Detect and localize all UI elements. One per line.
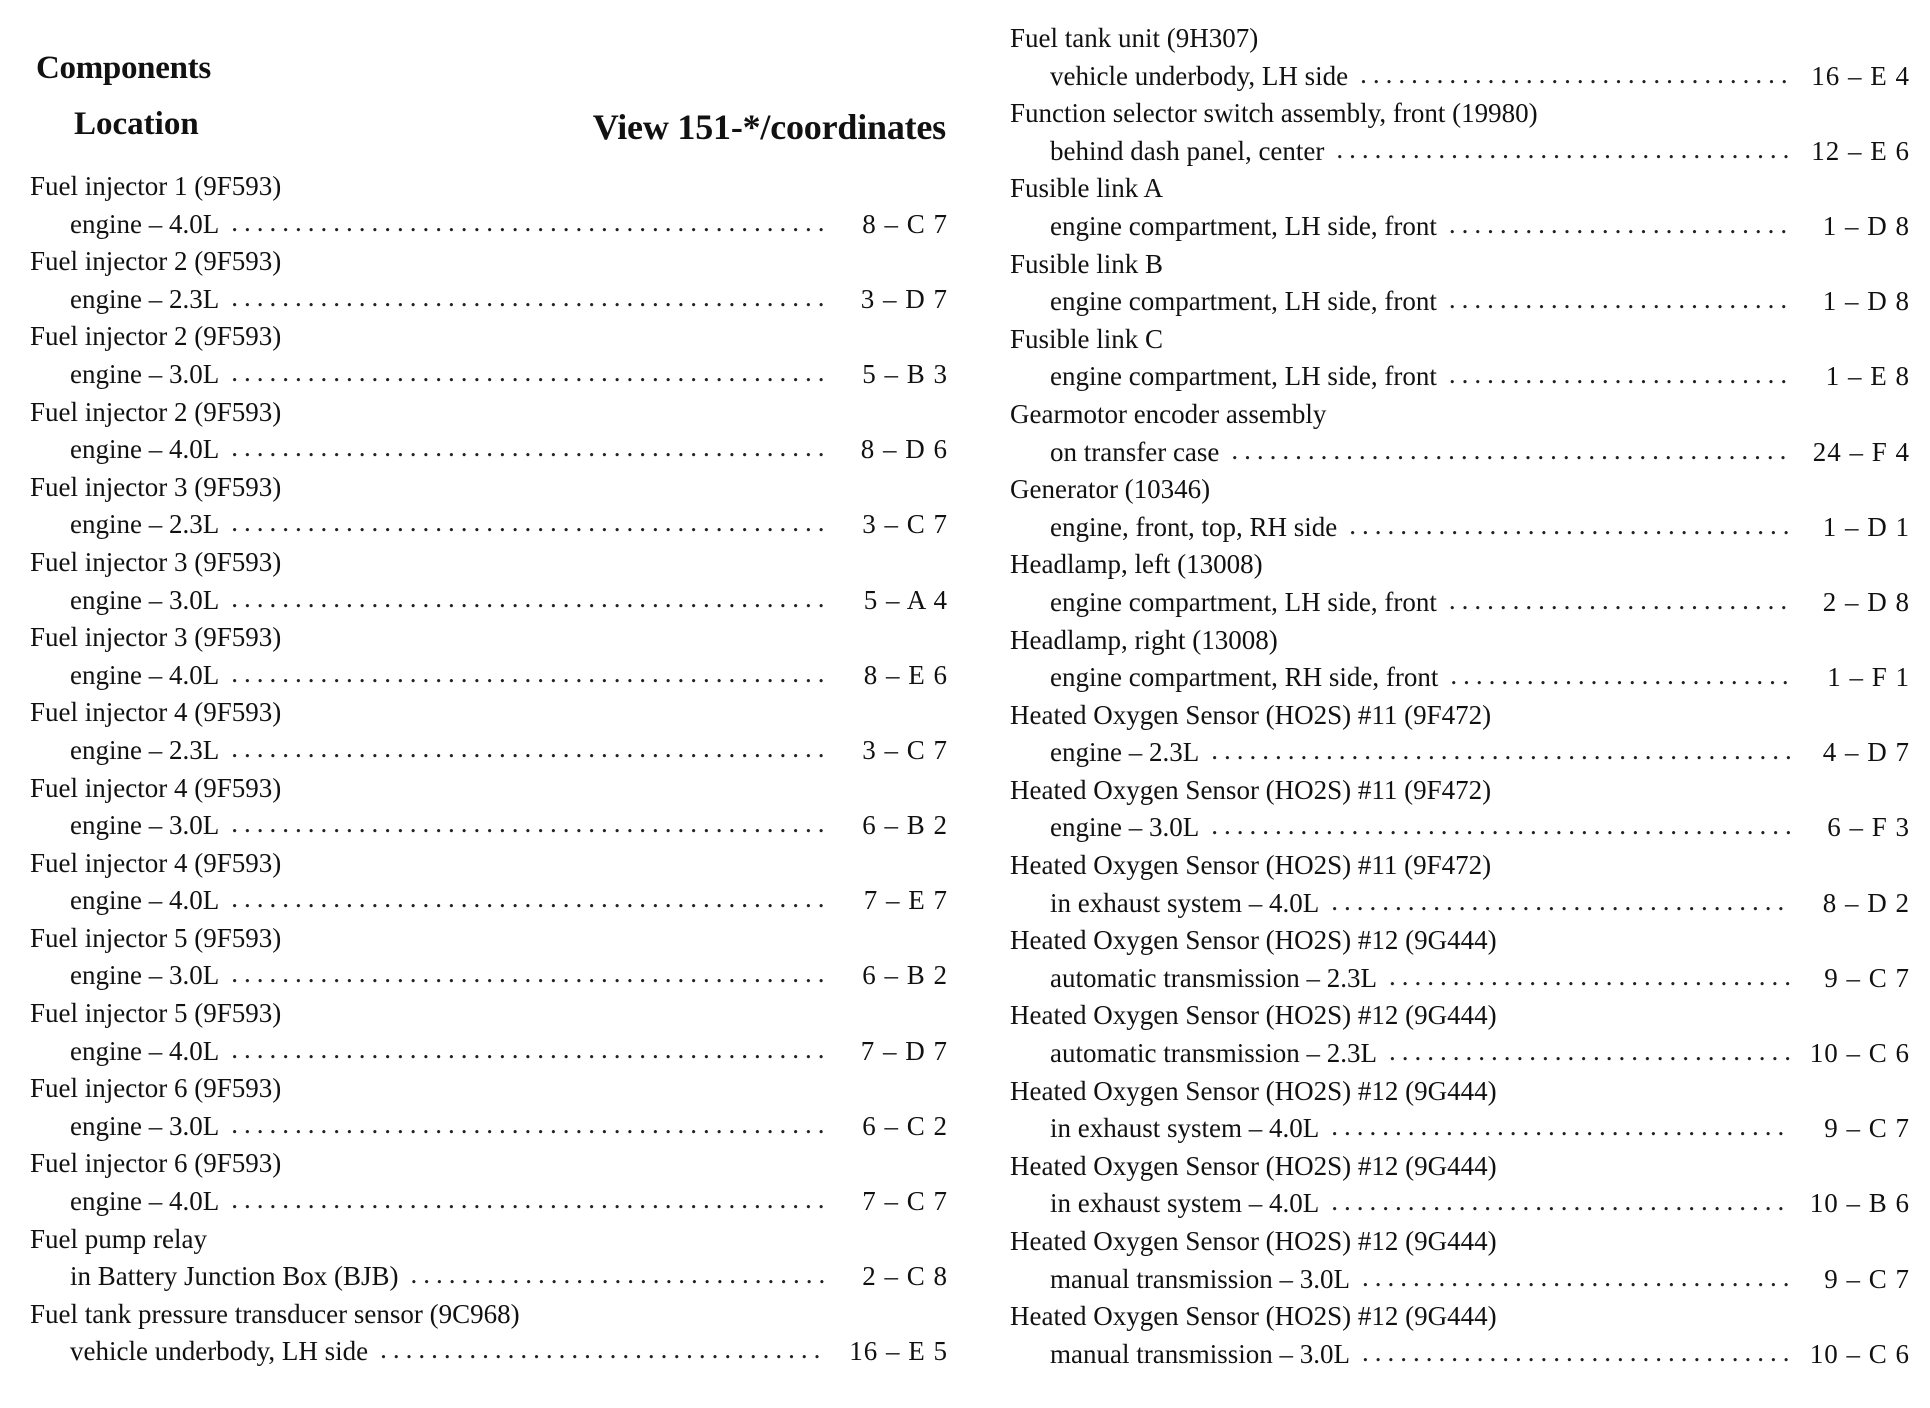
- component-location: on transfer case: [1050, 436, 1220, 467]
- component-name: Heated Oxygen Sensor (HO2S) #12 (9G444): [1010, 1075, 1497, 1106]
- dot-leader: [231, 1031, 828, 1069]
- view-coordinate: 1 – D 1: [1822, 511, 1910, 542]
- dot-leader: [1449, 582, 1790, 620]
- component-location-line: [30, 281, 948, 319]
- component-location: engine compartment, LH side, front: [1050, 286, 1437, 317]
- component-location: behind dash panel, center: [1050, 135, 1325, 166]
- component-entry: [30, 845, 948, 920]
- component-location-line: [30, 506, 948, 544]
- component-name: Fuel injector 3 (9F593): [30, 622, 282, 653]
- view-coordinate: 7 – D 7: [860, 1035, 948, 1066]
- component-entry: [1010, 847, 1910, 922]
- component-entry: [30, 995, 948, 1070]
- view-coordinate: 24 – F 4: [1812, 436, 1910, 467]
- component-entry: [1010, 95, 1910, 170]
- dot-leader: [231, 279, 828, 317]
- component-location-line: [30, 657, 948, 695]
- view-coordinates-heading: View 151-*/coordinates: [592, 107, 946, 147]
- dot-leader: [1231, 432, 1790, 470]
- component-location-line: [30, 732, 948, 770]
- view-coordinate: 16 – E 5: [849, 1336, 948, 1367]
- component-name: Heated Oxygen Sensor (HO2S) #12 (9G444): [1010, 1150, 1497, 1181]
- view-coordinate: 10 – C 6: [1809, 1038, 1910, 1069]
- component-location-line: [1010, 809, 1910, 847]
- component-location-line: [30, 1108, 948, 1146]
- component-location: in exhaust system – 4.0L: [1050, 1188, 1320, 1219]
- view-coordinate: 12 – E 6: [1811, 135, 1910, 166]
- component-entry: [1010, 1298, 1910, 1373]
- dot-leader: [1362, 1259, 1790, 1297]
- component-entry: [30, 770, 948, 845]
- view-coordinate: 7 – E 7: [863, 885, 948, 916]
- view-coordinate: 3 – C 7: [862, 734, 948, 765]
- component-location: engine compartment, LH side, front: [1050, 586, 1437, 617]
- component-location: engine – 3.0L: [70, 810, 220, 841]
- component-entry: [1010, 697, 1910, 772]
- component-location-line: [30, 431, 948, 469]
- component-entry: [30, 243, 948, 318]
- dot-leader: [231, 880, 828, 918]
- component-location-line: [1010, 434, 1910, 472]
- component-name: Headlamp, right (13008): [1010, 624, 1278, 655]
- view-coordinate: 1 – E 8: [1825, 361, 1910, 392]
- component-entry: [1010, 1073, 1910, 1148]
- component-location: engine – 2.3L: [1050, 737, 1200, 768]
- component-entry: [1010, 170, 1910, 245]
- component-location-line: [1010, 885, 1910, 923]
- section-heading: Components: [36, 50, 211, 86]
- view-coordinate: 3 – C 7: [862, 509, 948, 540]
- dot-leader: [1389, 958, 1790, 996]
- component-location-line: [30, 882, 948, 920]
- dot-leader: [1211, 807, 1790, 845]
- component-location: engine – 3.0L: [70, 1110, 220, 1141]
- dot-leader: [231, 580, 828, 618]
- component-location: automatic transmission – 2.3L: [1050, 962, 1377, 993]
- component-name: Heated Oxygen Sensor (HO2S) #12 (9G444): [1010, 1226, 1497, 1256]
- view-coordinate: 10 – C 6: [1809, 1338, 1910, 1369]
- view-coordinate: 2 – D 8: [1822, 586, 1910, 617]
- view-coordinate: 7 – C 7: [862, 1186, 948, 1217]
- component-name: Fuel injector 2 (9F593): [30, 396, 282, 427]
- component-location-line: [1010, 1110, 1910, 1148]
- view-coordinate: 8 – E 6: [863, 659, 948, 690]
- dot-leader: [1360, 56, 1790, 94]
- component-name: Generator (10346): [1010, 474, 1211, 505]
- component-name: Fuel injector 5 (9F593): [30, 922, 282, 953]
- view-coordinate: 8 – D 6: [860, 434, 948, 465]
- dot-leader: [231, 504, 828, 542]
- component-location: vehicle underbody, LH side: [1050, 60, 1349, 91]
- view-coordinate: 1 – D 8: [1822, 286, 1910, 317]
- component-entry: [30, 1070, 948, 1145]
- view-coordinate: 9 – C 7: [1824, 1263, 1910, 1294]
- component-name: Fuel injector 3 (9F593): [30, 471, 282, 502]
- component-location-line: [1010, 208, 1910, 246]
- component-entry: [30, 619, 948, 694]
- component-location-line: [1010, 1336, 1910, 1374]
- view-coordinate: 10 – B 6: [1809, 1188, 1910, 1219]
- component-name: Fuel pump relay: [30, 1223, 207, 1254]
- component-name: Heated Oxygen Sensor (HO2S) #12 (9G444): [1010, 1000, 1497, 1031]
- component-location: engine compartment, LH side, front: [1050, 361, 1437, 392]
- view-coordinate: 1 – D 8: [1822, 210, 1910, 241]
- component-entry: [1010, 546, 1910, 621]
- dot-leader: [231, 955, 828, 993]
- component-location-line: [1010, 1261, 1910, 1299]
- component-name: Fuel injector 4 (9F593): [30, 772, 282, 803]
- component-location-line: [1010, 509, 1910, 547]
- component-location: engine – 3.0L: [70, 584, 220, 615]
- component-name: Headlamp, left (13008): [1010, 549, 1263, 580]
- view-coordinate: 6 – C 2: [862, 1110, 948, 1141]
- component-entry: [1010, 997, 1910, 1072]
- dot-leader: [380, 1331, 828, 1369]
- location-heading: Location: [74, 106, 199, 142]
- component-location: engine – 2.3L: [70, 283, 220, 314]
- view-coordinate: 6 – F 3: [1827, 812, 1910, 843]
- dot-leader: [1449, 281, 1790, 319]
- component-name: Function selector switch assembly, front (19980): [1010, 98, 1538, 129]
- component-location: engine – 4.0L: [70, 1035, 220, 1066]
- view-coordinate: 5 – A 4: [863, 584, 948, 615]
- component-location: engine – 3.0L: [70, 358, 220, 389]
- component-name: Fusible link C: [1010, 323, 1164, 354]
- component-location-line: [30, 807, 948, 845]
- dot-leader: [410, 1256, 828, 1294]
- component-location-line: [30, 1258, 948, 1296]
- dot-leader: [1362, 1334, 1790, 1372]
- component-location: engine – 4.0L: [70, 1186, 220, 1217]
- component-name: Fusible link A: [1010, 173, 1164, 204]
- dot-leader: [231, 655, 828, 693]
- component-location-line: [1010, 1035, 1910, 1073]
- component-name: Fuel injector 2 (9F593): [30, 321, 282, 352]
- component-entry: [30, 1296, 948, 1371]
- view-coordinate: 9 – C 7: [1824, 962, 1910, 993]
- component-entry: [30, 469, 948, 544]
- component-entry: [30, 544, 948, 619]
- component-location: engine – 3.0L: [70, 960, 220, 991]
- component-location: engine – 4.0L: [70, 434, 220, 465]
- component-location: engine, front, top, RH side: [1050, 511, 1338, 542]
- component-name: Fuel injector 4 (9F593): [30, 697, 282, 728]
- dot-leader: [1331, 1183, 1790, 1221]
- view-coordinate: 8 – D 2: [1822, 887, 1910, 918]
- component-location-line: [30, 1033, 948, 1071]
- component-entry: [1010, 321, 1910, 396]
- component-location-line: [1010, 358, 1910, 396]
- component-name: Gearmotor encoder assembly: [1010, 398, 1327, 429]
- view-coordinate: 6 – B 2: [862, 960, 948, 991]
- component-name: Heated Oxygen Sensor (HO2S) #11 (9F472): [1010, 774, 1492, 805]
- view-coordinate: 6 – B 2: [862, 810, 948, 841]
- dot-leader: [1331, 883, 1790, 921]
- component-name: Fuel injector 5 (9F593): [30, 998, 282, 1029]
- view-coordinate: 1 – F 1: [1827, 662, 1910, 693]
- component-entry: [1010, 922, 1910, 997]
- component-name: Heated Oxygen Sensor (HO2S) #12 (9G444): [1010, 1301, 1497, 1332]
- component-name: Fuel injector 6 (9F593): [30, 1148, 282, 1179]
- view-coordinate: 16 – E 4: [1811, 60, 1910, 91]
- dot-leader: [231, 805, 828, 843]
- component-name: Fuel injector 4 (9F593): [30, 847, 282, 878]
- column-headings: [30, 106, 948, 150]
- dot-leader: [1336, 131, 1790, 169]
- dot-leader: [1449, 356, 1790, 394]
- dot-leader: [1450, 657, 1790, 695]
- view-coordinate: 9 – C 7: [1824, 1113, 1910, 1144]
- component-location-line: [1010, 283, 1910, 321]
- dot-leader: [1331, 1108, 1790, 1146]
- component-name: Heated Oxygen Sensor (HO2S) #12 (9G444): [1010, 925, 1497, 956]
- component-name: Heated Oxygen Sensor (HO2S) #11 (9F472): [1010, 699, 1492, 730]
- component-location-line: [1010, 960, 1910, 998]
- component-entry: [30, 1145, 948, 1220]
- component-name: Heated Oxygen Sensor (HO2S) #11 (9F472): [1010, 850, 1492, 881]
- dot-leader: [1389, 1033, 1790, 1071]
- component-location: engine compartment, RH side, front: [1050, 662, 1439, 693]
- component-location: in Battery Junction Box (BJB): [70, 1261, 399, 1292]
- dot-leader: [231, 1106, 828, 1144]
- component-location-line: [30, 356, 948, 394]
- component-location-line: [1010, 584, 1910, 622]
- component-entry: [30, 1221, 948, 1296]
- component-location-line: [30, 582, 948, 620]
- component-entry: [30, 168, 948, 243]
- component-entry: [1010, 246, 1910, 321]
- left-entry-list: [30, 168, 948, 1371]
- component-name: Fuel tank unit (9H307): [1010, 23, 1259, 53]
- component-location-line: [1010, 659, 1910, 697]
- view-coordinate: 2 – C 8: [862, 1261, 948, 1292]
- component-location: vehicle underbody, LH side: [70, 1336, 369, 1367]
- component-name: Fuel injector 6 (9F593): [30, 1073, 282, 1104]
- component-entry: [1010, 471, 1910, 546]
- component-entry: [30, 694, 948, 769]
- component-entry: [1010, 20, 1910, 95]
- component-entry: [1010, 622, 1910, 697]
- dot-leader: [231, 429, 828, 467]
- component-entry: [30, 920, 948, 995]
- component-entry: [30, 394, 948, 469]
- dot-leader: [1449, 206, 1790, 244]
- component-entry: [1010, 772, 1910, 847]
- component-location-line: [1010, 133, 1910, 171]
- view-coordinate: 5 – B 3: [862, 358, 948, 389]
- component-entry: [1010, 1223, 1910, 1298]
- component-location: manual transmission – 3.0L: [1050, 1338, 1350, 1369]
- component-location-line: [30, 206, 948, 244]
- component-location: in exhaust system – 4.0L: [1050, 1113, 1320, 1144]
- component-location: automatic transmission – 2.3L: [1050, 1038, 1377, 1069]
- component-location: engine – 4.0L: [70, 659, 220, 690]
- dot-leader: [231, 354, 828, 392]
- component-entry: [1010, 1148, 1910, 1223]
- component-location: engine – 3.0L: [1050, 812, 1200, 843]
- component-location: engine – 4.0L: [70, 885, 220, 916]
- view-coordinate: 8 – C 7: [862, 208, 948, 239]
- component-location-line: [1010, 1185, 1910, 1223]
- component-name: Fuel injector 3 (9F593): [30, 546, 282, 577]
- component-name: Fuel tank pressure transducer sensor (9C968): [30, 1298, 520, 1329]
- component-location-line: [30, 957, 948, 995]
- component-location-line: [1010, 58, 1910, 96]
- component-location: engine – 4.0L: [70, 208, 220, 239]
- right-entry-list: [1010, 20, 1910, 1373]
- component-location-line: [30, 1333, 948, 1371]
- dot-leader: [1211, 732, 1790, 770]
- view-coordinate: 4 – D 7: [1822, 737, 1910, 768]
- component-name: Fusible link B: [1010, 248, 1164, 279]
- component-name: Fuel injector 1 (9F593): [30, 171, 282, 201]
- dot-leader: [231, 204, 828, 242]
- component-location-line: [30, 1183, 948, 1221]
- dot-leader: [1349, 507, 1790, 545]
- component-location: engine compartment, LH side, front: [1050, 210, 1437, 241]
- dot-leader: [231, 730, 828, 768]
- component-name: Fuel injector 2 (9F593): [30, 246, 282, 277]
- component-location: engine – 2.3L: [70, 509, 220, 540]
- dot-leader: [231, 1181, 828, 1219]
- view-coordinate: 3 – D 7: [860, 283, 948, 314]
- component-location: manual transmission – 3.0L: [1050, 1263, 1350, 1294]
- component-location: in exhaust system – 4.0L: [1050, 887, 1320, 918]
- component-location: engine – 2.3L: [70, 734, 220, 765]
- component-location-line: [1010, 734, 1910, 772]
- component-entry: [30, 318, 948, 393]
- component-entry: [1010, 396, 1910, 471]
